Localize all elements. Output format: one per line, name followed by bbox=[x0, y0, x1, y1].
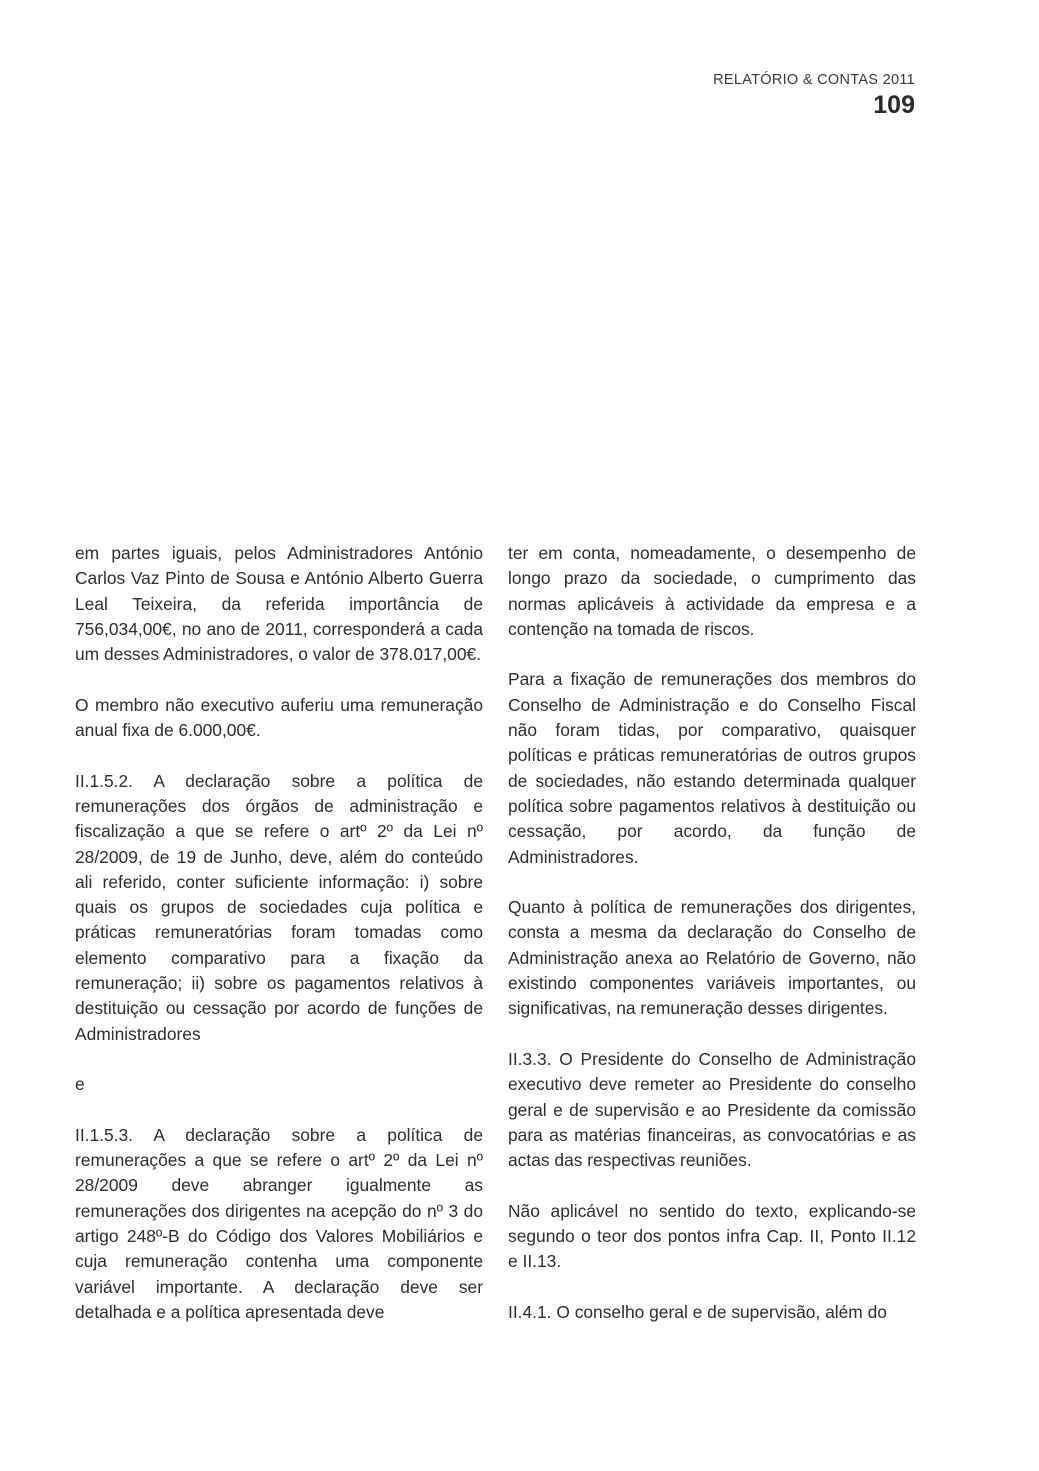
left-column bbox=[75, 541, 483, 1325]
report-title: RELATÓRIO & CONTAS 2011 bbox=[713, 72, 915, 88]
paragraph-non-executive-member: O membro não executivo auferiu uma remuneração anual fixa de 6.000,00€. bbox=[75, 694, 483, 741]
paragraph-continuation: ter em conta, nomeadamente, o desempenho de longo prazo da sociedade, o cumprimento das normas aplicáveis à actividade da empresa e a contenção na tomada de riscos. bbox=[508, 543, 916, 639]
paragraph-ii-1-5-3: II.1.5.3. A declaração sobre a política de remunerações a que se refere o artº 2º da Lei nº 28/2009 deve abranger igualmente as remunerações dos dirigentes na acepção do nº 3 do artigo 248º-B do Código dos Valores Mobiliários e cuja remuneração contenha uma componente variável importante. A declaração deve ser detalhada e a política apresentada deve bbox=[75, 1124, 483, 1322]
page-header bbox=[713, 70, 915, 120]
paragraph-remuneration-fixation: Para a fixação de remunerações dos membros do Conselho de Administração e do Conselho Fiscal não foram tidas, por comparativo, quaisquer políticas e práticas remuneratórias de outros grupos de sociedades, não estando determinada qualquer política sobre pagamentos relativos à destituição ou cessação, por acordo, da função de Administradores. bbox=[508, 669, 916, 867]
paragraph-ii-4-1: II.4.1. O conselho geral e de supervisão, além do bbox=[508, 1301, 887, 1322]
page-number: 109 bbox=[873, 91, 915, 119]
paragraph-conjunction: e bbox=[75, 1074, 85, 1095]
paragraph-not-applicable: Não aplicável no sentido do texto, explicando-se segundo o teor dos pontos infra Cap. II, Ponto II.12 e II.13. bbox=[508, 1200, 916, 1272]
right-column bbox=[508, 541, 916, 1325]
paragraph-ii-1-5-2: II.1.5.2. A declaração sobre a política de remunerações dos órgãos de administração e fiscalização a que se refere o artº 2º da Lei nº 28/2009, de 19 de Junho, deve, além do conteúdo ali referido, conter suficiente informação: i) sobre quais os grupos de sociedades cuja política e práticas remuneratórias foram tomadas como elemento comparativo para a fixação da remuneração; ii) sobre os pagamentos relativos à destituição ou cessação por acordo de funções de Administradores bbox=[75, 770, 483, 1044]
paragraph-ii-3-3: II.3.3. O Presidente do Conselho de Administração executivo deve remeter ao Presidente do conselho geral e de supervisão e ao Presidente da comissão para as matérias financeiras, as convocatórias e as actas das respectivas reuniões. bbox=[508, 1048, 916, 1171]
paragraph-remuneration-split: em partes iguais, pelos Administradores António Carlos Vaz Pinto de Sousa e António Alberto Guerra Leal Teixeira, da referida importância de 756,034,00€, no ano de 2011, corresponderá a cada um desses Administradores, o valor de 378.017,00€. bbox=[75, 543, 483, 665]
paragraph-directors-policy: Quanto à política de remunerações dos dirigentes, consta a mesma da declaração do Conselho de Administração anexa ao Relatório de Governo, não existindo componentes variáveis importantes, ou significativas, na remuneração desses dirigentes. bbox=[508, 897, 916, 1019]
